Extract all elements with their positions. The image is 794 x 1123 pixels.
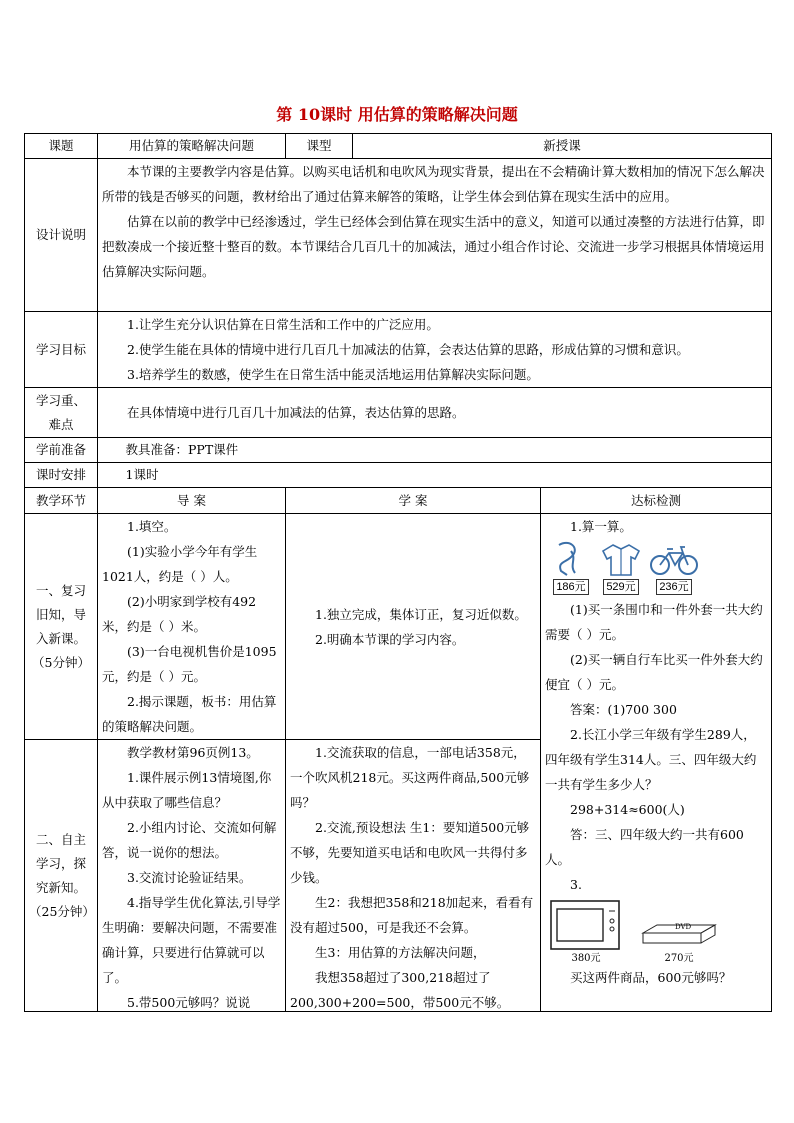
check-q1-title: 1.算一算。	[570, 519, 632, 534]
dvd-item	[641, 923, 717, 965]
stage1-label-line: （5分钟）	[32, 654, 90, 670]
stage2-label-line: 二、自主	[35, 831, 86, 847]
appliance-pictures	[545, 899, 767, 965]
goal-item: 2.使学生能在具体的情境中进行几百几十加减法的估算，会表达估算的思路，形成估算的习惯和意识。	[127, 342, 689, 357]
check-calc: 298+314≈600(人)	[570, 802, 685, 817]
col-study: 学 案	[286, 488, 541, 514]
check-q1b: (2)买一辆自行车比买一件外套大约便宜（ ）元。	[545, 652, 763, 692]
stage2-label-line: 究新知。	[35, 879, 86, 895]
check-q2: 2.长江小学三年级有学生289人，四年级有学生314人。三、四年级大约一共有学生多少人？	[545, 727, 757, 792]
stage1-label	[25, 514, 98, 740]
schedule-value: 1课时	[98, 463, 772, 488]
bike-item	[649, 541, 699, 595]
stage2-guide	[98, 740, 286, 1012]
jacket-item	[599, 541, 643, 595]
stage1-guide-item: (1)实验小学今年有学生1021人，约是（ ）人。	[102, 544, 258, 584]
dvd-player	[641, 923, 717, 945]
check-q3: 买这两件商品，600元够吗？	[570, 970, 732, 985]
prep-label: 学前准备	[25, 438, 98, 463]
type-value: 新授课	[353, 134, 772, 159]
dvd-price: 270元	[664, 953, 694, 964]
stage2-guide-item: 教学教材第96页例13。	[127, 745, 259, 760]
stage2-label-line: （25分钟）	[29, 903, 95, 919]
design-paragraph-2: 估算在以前的教学中已经渗透过，学生已经体会到估算在现实生活中的意义，知道可以通过凑整的方法进行估算，即把数凑成一个接近整十整百的数。本节课结合几百几十的加减法，通过小组合作讨论、交流进一步学习根据具体情境运用估算解决实际问题。	[102, 214, 765, 279]
stage2-study-item: 生3：用估算的方法解决问题，	[315, 945, 486, 960]
bicycle-icon	[649, 541, 699, 577]
schedule-label: 课时安排	[25, 463, 98, 488]
stage2-study	[286, 740, 541, 1012]
microwave-icon	[549, 899, 623, 953]
stage2-study-item: 2.交流,预设想法 生1：要知道500元够不够，先要知道买电话和电吹风一共得付多少钱。	[290, 820, 530, 885]
goals-label: 学习目标	[25, 312, 98, 388]
stage1-study	[286, 514, 541, 740]
stage1-label-line: 入新课。	[35, 630, 86, 646]
prep-value: 教具准备：PPT课件	[98, 438, 772, 463]
check-answer: 答案：(1)700 300	[570, 702, 677, 717]
key-label-line2: 难点	[48, 416, 74, 432]
scarf-item	[549, 541, 593, 595]
check-q1a: (1)买一条围巾和一件外套一共大约需要（ ）元。	[545, 602, 763, 642]
stage1-label-line: 旧知，导	[35, 606, 86, 622]
stage1-guide-item: (2)小明家到学校有492米，约是（ ）米。	[102, 594, 257, 634]
scarf-icon	[549, 541, 593, 577]
key-label-line1: 学习重、	[35, 392, 86, 408]
col-stage: 教学环节	[25, 488, 98, 514]
topic-label: 课题	[25, 134, 98, 159]
stage2-study-item: 我想358超过了300,218超过了200,300+200=500，带500元不够。	[290, 970, 510, 1010]
stage2-guide-item: 2.小组内讨论、交流如何解答，说一说你的想法。	[102, 820, 277, 860]
lesson-table	[24, 133, 772, 1012]
jacket-icon	[599, 541, 643, 577]
stage1-study-item: 1.独立完成，集体订正，复习近似数。	[315, 606, 527, 622]
design-label: 设计说明	[25, 159, 98, 312]
check-answer2: 答：三、四年级大约一共有600人。	[545, 827, 744, 867]
scarf-price: 186元	[553, 579, 588, 595]
topic-value: 用估算的策略解决问题	[98, 134, 286, 159]
stage1-guide-item: (3)一台电视机售价是1095元，约是（ ）元。	[102, 644, 277, 684]
goal-item: 1.让学生充分认识估算在日常生活和工作中的广泛应用。	[127, 317, 439, 332]
jacket-price: 529元	[603, 579, 638, 595]
stage2-guide-item: 1.课件展示例13情境图,你从中获取了哪些信息？	[102, 770, 272, 810]
check-q3-title: 3.	[570, 877, 582, 892]
goals-content	[98, 312, 772, 388]
stage2-guide-item: 4.指导学生优化算法,引导学生明确：要解决问题，不需要准确计算，只要进行估算就可以了。	[102, 895, 281, 985]
dvd-label: DVD	[675, 923, 692, 931]
key-label	[25, 388, 98, 438]
stage2-study-item: 生2：我想把358和218加起来，看看有没有超过500，可是我还不会算。	[290, 895, 534, 935]
stage2-label-line: 学习，探	[35, 855, 86, 871]
bike-price: 236元	[656, 579, 691, 595]
goal-item: 3.培养学生的数感，使学生在日常生活中能灵活地运用估算解决实际问题。	[127, 367, 539, 382]
col-guide: 导 案	[98, 488, 286, 514]
microwave-item	[549, 899, 623, 965]
stage1-guide-item: 2.揭示课题，板书：用估算的策略解决问题。	[102, 694, 277, 734]
design-paragraph-1: 本节课的主要教学内容是估算。以购买电话机和电吹风为现实背景，提出在不会精确计算大数相加的情况下怎么解决所带的钱是否够买的问题，教材给出了通过估算来解答的策略，让学生体会到估算在现实生活中的应用。	[102, 164, 765, 204]
col-check: 达标检测	[541, 488, 772, 514]
page-title: 第 10课时 用估算的策略解决问题	[276, 105, 518, 124]
product-pictures	[545, 541, 767, 595]
stage2-guide-item: 3.交流讨论验证结果。	[127, 870, 252, 885]
check-cell	[541, 514, 772, 1012]
design-content	[98, 159, 772, 312]
stage2-guide-item: 5.带500元够吗？说说	[127, 995, 251, 1010]
stage2-label	[25, 740, 98, 1012]
microwave-price: 380元	[571, 953, 601, 964]
key-value: 在具体情境中进行几百几十加减法的估算，表达估算的思路。	[98, 388, 772, 438]
stage2-study-item: 1.交流获取的信息，一部电话358元，一个吹风机218元。买这两件商品,500元够吗？	[290, 745, 530, 810]
stage1-guide	[98, 514, 286, 740]
stage1-label-line: 一、复习	[35, 582, 86, 598]
stage1-guide-item: 1.填空。	[127, 519, 177, 534]
type-label: 课型	[286, 134, 353, 159]
stage1-study-item: 2.明确本节课的学习内容。	[315, 631, 465, 647]
